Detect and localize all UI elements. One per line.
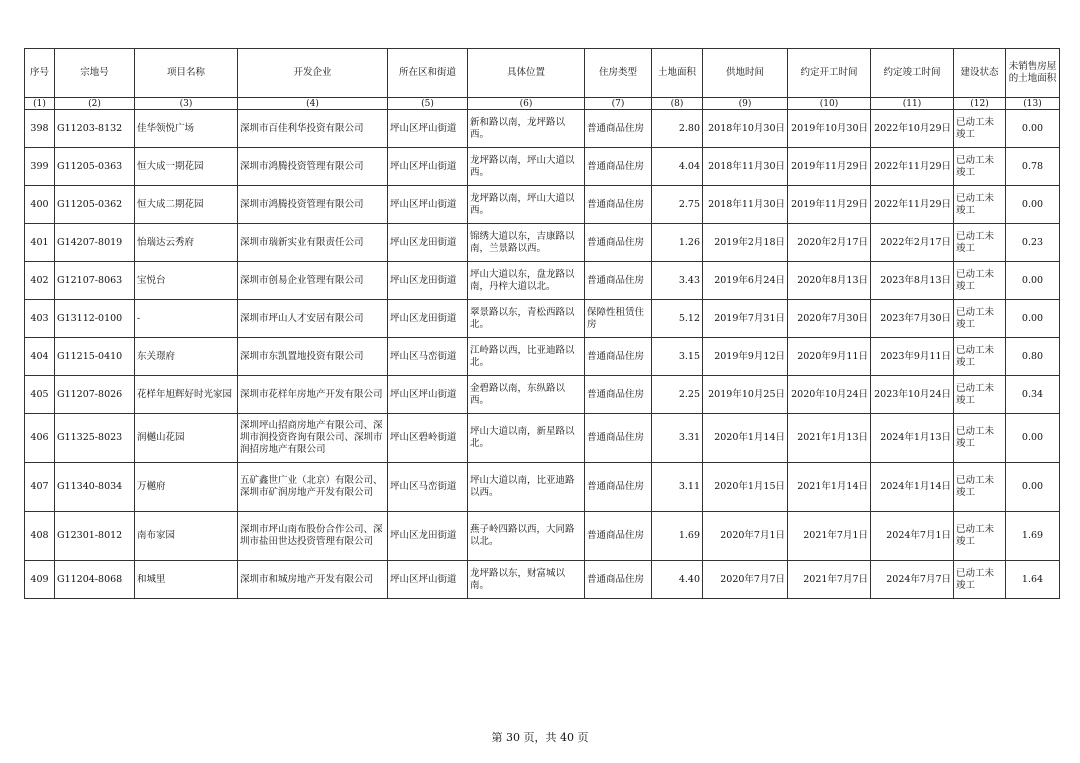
- column-number: (13): [1006, 98, 1060, 110]
- cell-complete: 2024年1月13日: [871, 414, 954, 463]
- cell-developer: 深圳市花样年房地产开发有限公司: [238, 376, 388, 414]
- cell-developer: 深圳市创易企业管理有限公司: [238, 262, 388, 300]
- cell-area: 3.31: [652, 414, 703, 463]
- cell-supply: 2020年1月14日: [703, 414, 788, 463]
- cell-no: 401: [25, 224, 55, 262]
- cell-complete: 2023年10月24日: [871, 376, 954, 414]
- cell-type: 普通商品住房: [585, 512, 652, 561]
- cell-project: 宝悦台: [135, 262, 238, 300]
- cell-no: 407: [25, 463, 55, 512]
- cell-start: 2021年7月7日: [788, 561, 871, 599]
- cell-type: 普通商品住房: [585, 110, 652, 148]
- table-row: [25, 463, 1060, 512]
- cell-status: 已动工未竣工: [954, 338, 1006, 376]
- cell-parcel: G11207-8026: [55, 376, 135, 414]
- table-row: [25, 110, 1060, 148]
- cell-status: 已动工未竣工: [954, 512, 1006, 561]
- cell-area: 3.43: [652, 262, 703, 300]
- cell-start: 2021年1月13日: [788, 414, 871, 463]
- cell-area: 4.40: [652, 561, 703, 599]
- column-number: (10): [788, 98, 871, 110]
- cell-area: 2.80: [652, 110, 703, 148]
- cell-start: 2020年2月17日: [788, 224, 871, 262]
- header-cell: 建设状态: [954, 49, 1006, 98]
- cell-no: 399: [25, 148, 55, 186]
- cell-parcel: G13112-0100: [55, 300, 135, 338]
- table-row: [25, 186, 1060, 224]
- cell-unsold: 0.00: [1006, 262, 1060, 300]
- table-row: [25, 262, 1060, 300]
- cell-parcel: G14207-8019: [55, 224, 135, 262]
- cell-complete: 2023年9月11日: [871, 338, 954, 376]
- cell-status: 已动工未竣工: [954, 561, 1006, 599]
- cell-district: 坪山区坪山街道: [388, 376, 468, 414]
- column-number: (1): [25, 98, 55, 110]
- header-cell: 项目名称: [135, 49, 238, 98]
- cell-status: 已动工未竣工: [954, 148, 1006, 186]
- cell-district: 坪山区马峦街道: [388, 338, 468, 376]
- cell-parcel: G11204-8068: [55, 561, 135, 599]
- header-cell: 约定开工时间: [788, 49, 871, 98]
- cell-district: 坪山区坪山街道: [388, 561, 468, 599]
- cell-no: 405: [25, 376, 55, 414]
- cell-location: 燕子岭四路以西，大同路以北。: [468, 512, 585, 561]
- column-number: (5): [388, 98, 468, 110]
- column-number-row: [25, 98, 1060, 110]
- cell-type: 普通商品住房: [585, 148, 652, 186]
- cell-complete: 2024年1月14日: [871, 463, 954, 512]
- cell-supply: 2019年7月31日: [703, 300, 788, 338]
- cell-unsold: 0.00: [1006, 186, 1060, 224]
- cell-project: 佳华领悦广场: [135, 110, 238, 148]
- cell-supply: 2019年10月25日: [703, 376, 788, 414]
- cell-location: 龙坪路以南，坪山大道以西。: [468, 186, 585, 224]
- cell-developer: 深圳市百佳利华投资有限公司: [238, 110, 388, 148]
- table-row: [25, 224, 1060, 262]
- cell-no: 398: [25, 110, 55, 148]
- cell-developer: 五矿鑫世广业（北京）有限公司、深圳市矿润房地产开发有限公司: [238, 463, 388, 512]
- cell-status: 已动工未竣工: [954, 414, 1006, 463]
- cell-unsold: 1.69: [1006, 512, 1060, 561]
- cell-parcel: G11205-0363: [55, 148, 135, 186]
- cell-start: 2020年8月13日: [788, 262, 871, 300]
- header-cell: 土地面积: [652, 49, 703, 98]
- header-cell: 宗地号: [55, 49, 135, 98]
- cell-no: 408: [25, 512, 55, 561]
- cell-area: 4.04: [652, 148, 703, 186]
- cell-parcel: G12107-8063: [55, 262, 135, 300]
- cell-type: 普通商品住房: [585, 338, 652, 376]
- cell-district: 坪山区龙田街道: [388, 262, 468, 300]
- cell-location: 坪山大道以南，比亚迪路以西。: [468, 463, 585, 512]
- cell-unsold: 0.00: [1006, 300, 1060, 338]
- cell-area: 2.25: [652, 376, 703, 414]
- cell-complete: 2023年7月30日: [871, 300, 954, 338]
- cell-location: 锦绣大道以东，吉康路以南，兰景路以西。: [468, 224, 585, 262]
- header-cell: 供地时间: [703, 49, 788, 98]
- cell-district: 坪山区坪山街道: [388, 110, 468, 148]
- cell-project: 怡瑞达云秀府: [135, 224, 238, 262]
- cell-no: 402: [25, 262, 55, 300]
- cell-no: 400: [25, 186, 55, 224]
- cell-unsold: 0.00: [1006, 110, 1060, 148]
- cell-district: 坪山区龙田街道: [388, 224, 468, 262]
- cell-unsold: 0.23: [1006, 224, 1060, 262]
- column-number: (4): [238, 98, 388, 110]
- cell-project: 和城里: [135, 561, 238, 599]
- cell-supply: 2019年9月12日: [703, 338, 788, 376]
- page-footer: 第 30 页，共 40 页: [491, 731, 589, 744]
- cell-complete: 2023年8月13日: [871, 262, 954, 300]
- table-row: [25, 561, 1060, 599]
- cell-supply: 2018年10月30日: [703, 110, 788, 148]
- header-cell: 序号: [25, 49, 55, 98]
- cell-developer: 深圳市瑞新实业有限责任公司: [238, 224, 388, 262]
- cell-no: 409: [25, 561, 55, 599]
- cell-start: 2020年10月24日: [788, 376, 871, 414]
- cell-project: 南布家园: [135, 512, 238, 561]
- table-row: [25, 338, 1060, 376]
- cell-developer: 深圳市坪山人才安居有限公司: [238, 300, 388, 338]
- cell-supply: 2018年11月30日: [703, 186, 788, 224]
- cell-start: 2021年7月1日: [788, 512, 871, 561]
- cell-developer: 深圳市和城房地产开发有限公司: [238, 561, 388, 599]
- table-row: [25, 148, 1060, 186]
- cell-location: 金碧路以南，东纵路以西。: [468, 376, 585, 414]
- cell-type: 普通商品住房: [585, 376, 652, 414]
- cell-status: 已动工未竣工: [954, 110, 1006, 148]
- cell-start: 2020年7月30日: [788, 300, 871, 338]
- cell-location: 坪山大道以南，新星路以北。: [468, 414, 585, 463]
- cell-complete: 2024年7月7日: [871, 561, 954, 599]
- cell-supply: 2019年2月18日: [703, 224, 788, 262]
- cell-status: 已动工未竣工: [954, 376, 1006, 414]
- cell-district: 坪山区龙田街道: [388, 512, 468, 561]
- table-row: [25, 512, 1060, 561]
- cell-parcel: G11205-0362: [55, 186, 135, 224]
- cell-start: 2019年11月29日: [788, 148, 871, 186]
- cell-unsold: 0.80: [1006, 338, 1060, 376]
- cell-area: 1.69: [652, 512, 703, 561]
- column-number: (11): [871, 98, 954, 110]
- cell-type: 普通商品住房: [585, 561, 652, 599]
- table-body: [25, 110, 1060, 599]
- cell-type: 普通商品住房: [585, 262, 652, 300]
- cell-complete: 2022年2月17日: [871, 224, 954, 262]
- cell-type: 普通商品住房: [585, 463, 652, 512]
- cell-location: 新和路以南，龙坪路以西。: [468, 110, 585, 148]
- cell-start: 2020年9月11日: [788, 338, 871, 376]
- cell-location: 龙坪路以东，财富城以南。: [468, 561, 585, 599]
- cell-project: -: [135, 300, 238, 338]
- cell-district: 坪山区坪山街道: [388, 186, 468, 224]
- header-cell: 约定竣工时间: [871, 49, 954, 98]
- cell-project: 花样年旭辉好时光家园: [135, 376, 238, 414]
- cell-location: 坪山大道以东，盘龙路以南，丹梓大道以北。: [468, 262, 585, 300]
- column-number: (7): [585, 98, 652, 110]
- cell-complete: 2022年11月29日: [871, 148, 954, 186]
- cell-parcel: G11215-0410: [55, 338, 135, 376]
- cell-type: 普通商品住房: [585, 224, 652, 262]
- cell-type: 普通商品住房: [585, 186, 652, 224]
- cell-type: 普通商品住房: [585, 414, 652, 463]
- table-row: [25, 300, 1060, 338]
- cell-developer: 深圳市坪山南布股份合作公司、深圳市盐田世达投资管理有限公司: [238, 512, 388, 561]
- cell-parcel: G11325-8023: [55, 414, 135, 463]
- cell-supply: 2020年7月1日: [703, 512, 788, 561]
- cell-complete: 2024年7月1日: [871, 512, 954, 561]
- cell-area: 1.26: [652, 224, 703, 262]
- cell-start: 2021年1月14日: [788, 463, 871, 512]
- cell-unsold: 0.00: [1006, 463, 1060, 512]
- header-cell: 住房类型: [585, 49, 652, 98]
- cell-status: 已动工未竣工: [954, 186, 1006, 224]
- cell-status: 已动工未竣工: [954, 224, 1006, 262]
- cell-supply: 2019年6月24日: [703, 262, 788, 300]
- cell-supply: 2018年11月30日: [703, 148, 788, 186]
- cell-project: 恒大成一期花园: [135, 148, 238, 186]
- column-number: (2): [55, 98, 135, 110]
- cell-status: 已动工未竣工: [954, 262, 1006, 300]
- cell-unsold: 0.34: [1006, 376, 1060, 414]
- cell-developer: 深圳市鸿腾投资管理有限公司: [238, 148, 388, 186]
- column-number: (3): [135, 98, 238, 110]
- cell-location: 龙坪路以南，坪山大道以西。: [468, 148, 585, 186]
- cell-complete: 2022年11月29日: [871, 186, 954, 224]
- header-cell: 具体位置: [468, 49, 585, 98]
- cell-type: 保障性租赁住房: [585, 300, 652, 338]
- cell-district: 坪山区马峦街道: [388, 463, 468, 512]
- cell-project: 万樾府: [135, 463, 238, 512]
- cell-location: 翠景路以东，青松西路以北。: [468, 300, 585, 338]
- cell-no: 403: [25, 300, 55, 338]
- cell-parcel: G11203-8132: [55, 110, 135, 148]
- cell-developer: 深圳市鸿腾投资管理有限公司: [238, 186, 388, 224]
- header-cell: 所在区和街道: [388, 49, 468, 98]
- cell-district: 坪山区坪山街道: [388, 148, 468, 186]
- cell-area: 5.12: [652, 300, 703, 338]
- cell-start: 2019年11月29日: [788, 186, 871, 224]
- cell-status: 已动工未竣工: [954, 300, 1006, 338]
- header-cell: 开发企业: [238, 49, 388, 98]
- cell-supply: 2020年1月15日: [703, 463, 788, 512]
- cell-no: 406: [25, 414, 55, 463]
- cell-unsold: 0.00: [1006, 414, 1060, 463]
- header-cell: 未销售房屋的土地面积: [1006, 49, 1060, 98]
- cell-start: 2019年10月30日: [788, 110, 871, 148]
- cell-developer: 深圳坪山招商房地产有限公司、深圳市润投资咨询有限公司、深圳市润招房地产有限公司: [238, 414, 388, 463]
- cell-project: 润樾山花园: [135, 414, 238, 463]
- cell-project: 东关璟府: [135, 338, 238, 376]
- cell-complete: 2022年10月29日: [871, 110, 954, 148]
- column-number: (12): [954, 98, 1006, 110]
- table-row: [25, 414, 1060, 463]
- cell-parcel: G12301-8012: [55, 512, 135, 561]
- cell-unsold: 1.64: [1006, 561, 1060, 599]
- cell-district: 坪山区龙田街道: [388, 300, 468, 338]
- cell-district: 坪山区碧岭街道: [388, 414, 468, 463]
- cell-parcel: G11340-8034: [55, 463, 135, 512]
- cell-area: 2.75: [652, 186, 703, 224]
- land-supply-table: [24, 48, 1060, 599]
- cell-area: 3.15: [652, 338, 703, 376]
- header-row: [25, 49, 1060, 98]
- cell-status: 已动工未竣工: [954, 463, 1006, 512]
- cell-location: 江岭路以西，比亚迪路以北。: [468, 338, 585, 376]
- cell-developer: 深圳市东凯置地投资有限公司: [238, 338, 388, 376]
- cell-area: 3.11: [652, 463, 703, 512]
- column-number: (9): [703, 98, 788, 110]
- column-number: (6): [468, 98, 585, 110]
- cell-supply: 2020年7月7日: [703, 561, 788, 599]
- table-row: [25, 376, 1060, 414]
- cell-no: 404: [25, 338, 55, 376]
- cell-project: 恒大成二期花园: [135, 186, 238, 224]
- column-number: (8): [652, 98, 703, 110]
- cell-unsold: 0.78: [1006, 148, 1060, 186]
